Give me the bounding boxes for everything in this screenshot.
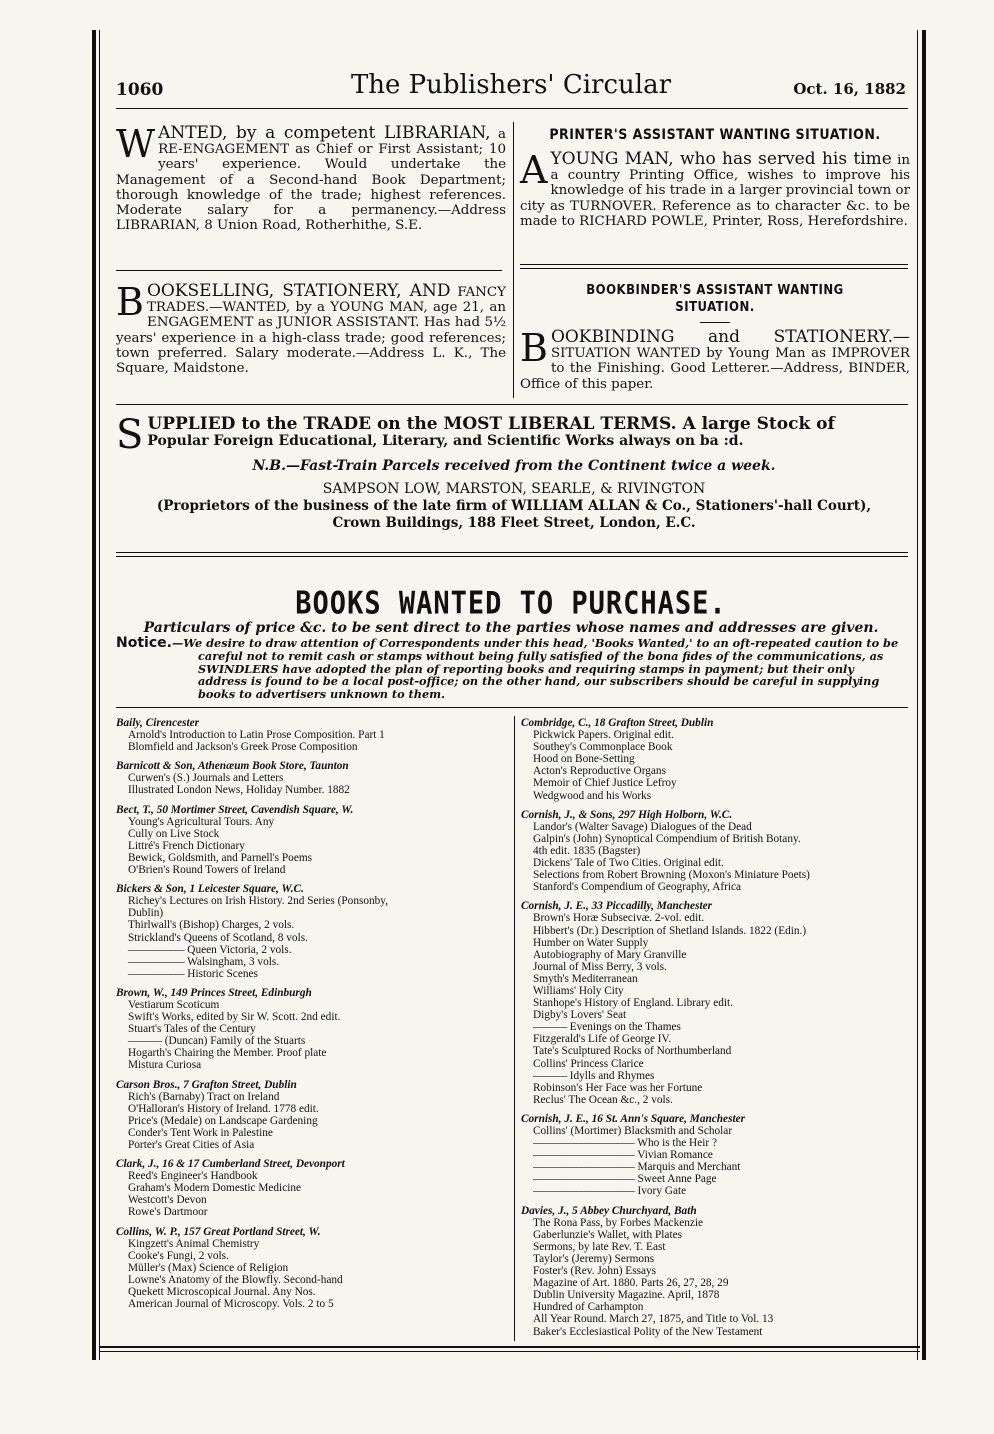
wanted-book: Smyth's Mediterranean bbox=[533, 972, 638, 985]
wanted-book: Brown's Horæ Subsecivæ. 2-vol. edit. bbox=[533, 912, 705, 925]
wanted-book: Price's (Medale) on Landscape Gardening bbox=[128, 1114, 318, 1127]
wanted-book: Müller's (Max) Science of Religion bbox=[128, 1261, 289, 1274]
wanted-book: Autobiography of Mary Granville bbox=[533, 948, 687, 961]
wanted-book: Magazine of Art. 1880. Parts 26, 27, 28, 29 bbox=[533, 1277, 729, 1290]
list-item bbox=[521, 900, 913, 1106]
wanted-book: Westcott's Devon bbox=[128, 1194, 207, 1207]
wanted-book: Hogarth's Chairing the Member. Proof plate bbox=[128, 1047, 327, 1060]
wanted-book: Mistura Curiosa bbox=[128, 1059, 202, 1072]
page-number: 1060 bbox=[116, 80, 164, 100]
wanted-book: ——— (Duncan) Family of the Stuarts bbox=[128, 1035, 306, 1048]
ad-text: SITUATION WANTED by Young Man as IMPROVER to the Finishing. Good Letterer.—Address, BINDER, Office of this paper. bbox=[520, 346, 910, 392]
wanted-book: Young's Agricultural Tours. Any bbox=[128, 815, 275, 828]
list-item bbox=[116, 717, 510, 753]
drop-cap: A bbox=[520, 148, 548, 192]
bookbinder-heading-line2: SITUATION. bbox=[675, 300, 755, 315]
list-item bbox=[116, 1226, 510, 1311]
ad-lead: YOUNG MAN, who has served his time bbox=[550, 149, 892, 169]
listing-column-right bbox=[521, 717, 913, 1345]
wanted-book: ————————— Sweet Anne Page bbox=[533, 1173, 717, 1186]
bookseller-heading: Cornish, J. E., 16 St. Ann's Square, Manchester bbox=[521, 1112, 746, 1125]
drop-cap: S bbox=[116, 412, 144, 458]
section-rule bbox=[116, 404, 908, 405]
wanted-book: ————— Walsingham, 3 vols. bbox=[128, 955, 280, 968]
wanted-book: Reclus' The Ocean &c., 2 vols. bbox=[533, 1093, 673, 1106]
bookseller-heading: Brown, W., 149 Princes Street, Edinburgh bbox=[116, 986, 312, 999]
wanted-book: Illustrated London News, Holiday Number. 1882 bbox=[128, 784, 350, 797]
wanted-book: Southey's Commonplace Book bbox=[533, 741, 673, 754]
list-item bbox=[521, 1113, 913, 1198]
wanted-book: ————— Queen Victoria, 2 vols. bbox=[128, 943, 292, 956]
wanted-book: Strickland's Queens of Scotland, 8 vols. bbox=[128, 931, 308, 944]
wanted-book: Stanford's Compendium of Geography, Africa bbox=[533, 881, 742, 894]
wanted-book: Curwen's (S.) Journals and Letters bbox=[128, 772, 284, 785]
wanted-book: Acton's Reproductive Organs bbox=[533, 765, 666, 778]
ad-librarian bbox=[116, 122, 506, 234]
short-rule bbox=[700, 322, 730, 323]
listing-column-divider bbox=[514, 716, 515, 1341]
bookseller-heading: Combridge, C., 18 Grafton Street, Dublin bbox=[521, 717, 714, 729]
wanted-book: Hood on Bone-Setting bbox=[533, 753, 635, 766]
list-item bbox=[116, 883, 510, 980]
list-item bbox=[116, 760, 510, 796]
wanted-book: Kingzett's Animal Chemistry bbox=[128, 1237, 260, 1250]
bookseller-heading: Davies, J., 5 Abbey Churchyard, Bath bbox=[521, 1204, 697, 1217]
books-wanted-notice bbox=[116, 637, 906, 701]
wanted-book: Pickwick Papers. Original edit. bbox=[533, 729, 674, 742]
section-rule-bottom bbox=[116, 556, 908, 557]
wanted-book: Robinson's Her Face was her Fortune bbox=[533, 1081, 703, 1094]
supplied-line1: UPPLIED to the TRADE on the MOST LIBERAL TERMS. A large Stock of bbox=[147, 414, 835, 434]
ad-lead: OOKBINDING and STATIONERY.— bbox=[550, 327, 910, 347]
ads-column-divider bbox=[513, 122, 514, 398]
bookseller-heading: Cornish, J., & Sons, 297 High Holborn, W.C. bbox=[521, 808, 733, 821]
wanted-book: Digby's Lovers' Seat bbox=[533, 1009, 627, 1022]
wanted-book: O'Halloran's History of Ireland. 1778 edit. bbox=[128, 1102, 319, 1115]
listing-column-left bbox=[116, 717, 510, 1317]
books-wanted-title: BOOKS WANTED TO PURCHASE. bbox=[295, 585, 727, 622]
wanted-book: Cooke's Fungi, 2 vols. bbox=[128, 1249, 229, 1262]
wanted-book: ————————— Ivory Gate bbox=[533, 1185, 687, 1198]
wanted-book: Reed's Engineer's Handbook bbox=[128, 1170, 258, 1183]
wanted-book: O'Brien's Round Towers of Ireland bbox=[128, 864, 286, 877]
bookseller-heading: Clark, J., 16 & 17 Cumberland Street, Devonport bbox=[116, 1158, 345, 1171]
ad-lead: OOKSELLING, STATIONERY, AND bbox=[146, 281, 451, 301]
bookbinder-heading bbox=[520, 282, 910, 316]
list-item bbox=[521, 717, 913, 802]
ad-bookselling bbox=[116, 280, 506, 377]
notice-label: Notice. bbox=[116, 635, 172, 651]
supplied-line2: Popular Foreign Educational, Literary, and Scientific Works always on ba :d. bbox=[147, 433, 744, 449]
supplied-proprietors: (Proprietors of the business of the late firm of WILLIAM ALLAN & Co., Stationers'-hall Court), bbox=[156, 498, 872, 514]
page-border-left-inner bbox=[99, 30, 100, 1360]
wanted-book: Dickens' Tale of Two Cities. Original edit. bbox=[533, 857, 724, 870]
wanted-book: ————— Historic Scenes bbox=[128, 967, 258, 980]
wanted-book: Dublin) bbox=[128, 907, 164, 920]
wanted-book: Foster's (Rev. John) Essays bbox=[533, 1265, 657, 1278]
bookseller-heading: Carson Bros., 7 Grafton Street, Dublin bbox=[116, 1078, 297, 1091]
wanted-book: Thirlwall's (Bishop) Charges, 2 vols. bbox=[128, 919, 295, 932]
wanted-book: Memoir of Chief Justice Lefroy bbox=[533, 777, 677, 790]
drop-cap: B bbox=[116, 280, 144, 324]
wanted-book: The Rona Pass, by Forbes Mackenzie bbox=[533, 1216, 704, 1229]
supplied-firm: SAMPSON LOW, MARSTON, SEARLE, & RIVINGTON bbox=[322, 481, 706, 497]
drop-cap: W bbox=[116, 122, 156, 166]
wanted-book: Rowe's Dartmoor bbox=[128, 1206, 208, 1219]
notice-text: —We desire to draw attention of Correspondents under this head, 'Books Wanted,' to an oft-repeated caution to be careful not to remit cash or stamps without being fully satisfied of the bona fides of the communications, as SWINDLERS have adopted the plan of reporting books and requiring stamps in payment; but their only address is found to be a local post-office; on the other hand, our subscribers should be careful in supplying books to advertisers unknown to them. bbox=[171, 636, 899, 702]
journal-title: The Publishers' Circular bbox=[350, 70, 672, 100]
ad-rule bbox=[116, 270, 502, 271]
supplied-notice bbox=[116, 412, 912, 532]
wanted-book: Humber on Water Supply bbox=[533, 936, 649, 949]
wanted-book: Galpin's (John) Synoptical Compendium of British Botany. bbox=[533, 832, 801, 845]
listing-rule bbox=[116, 707, 908, 708]
ad-lead: ANTED, by a competent LIBRARIAN, bbox=[158, 123, 491, 143]
wanted-book: 4th edit. 1835 (Bagster) bbox=[533, 844, 641, 857]
wanted-book: Arnold's Introduction to Latin Prose Composition. Part 1 bbox=[128, 729, 385, 742]
wanted-book: Vestiarum Scoticum bbox=[128, 998, 220, 1011]
wanted-book: Swift's Works, edited by Sir W. Scott. 2nd edit. bbox=[128, 1011, 341, 1024]
list-item bbox=[116, 987, 510, 1072]
wanted-book: Wedgwood and his Works bbox=[533, 789, 652, 802]
wanted-book: Hundred of Carhampton bbox=[533, 1301, 644, 1314]
wanted-book: American Journal of Microscopy. Vols. 2 to 5 bbox=[128, 1298, 334, 1311]
wanted-book: ——— Idylls and Rhymes bbox=[533, 1069, 655, 1082]
wanted-book: ————————— Vivian Romance bbox=[533, 1149, 713, 1162]
supplied-note: N.B.—Fast-Train Parcels received from the Continent twice a week. bbox=[252, 458, 776, 474]
wanted-book: Richey's Lectures on Irish History. 2nd Series (Ponsonby, bbox=[128, 895, 389, 908]
wanted-book: Graham's Modern Domestic Medicine bbox=[128, 1182, 302, 1195]
wanted-book: Stanhope's History of England. Library edit. bbox=[533, 997, 734, 1010]
page-border-right bbox=[922, 30, 926, 1360]
wanted-book: Blomfield and Jackson's Greek Prose Composition bbox=[128, 741, 358, 754]
bookbinder-heading-line1: BOOKBINDER'S ASSISTANT WANTING bbox=[586, 283, 844, 298]
list-item bbox=[521, 809, 913, 894]
issue-date: Oct. 16, 1882 bbox=[793, 80, 906, 98]
ad-text: a RE-ENGAGEMENT as Chief or First Assistant; 10 years' experience. Would undertake the Management of a Second-hand Book Department; thorough knowledge of the trade; highest references. Moderate salary for a permanency.—Address LIBRARIAN, 8 Union Road, Rotherhithe, S.E. bbox=[116, 127, 506, 234]
bookseller-heading: Bickers & Son, 1 Leicester Square, W.C. bbox=[116, 883, 304, 896]
bookseller-heading: Baily, Cirencester bbox=[116, 717, 200, 729]
list-item bbox=[116, 1158, 510, 1218]
wanted-book: Dublin University Magazine. April, 1878 bbox=[533, 1289, 720, 1302]
ad-rule bbox=[520, 264, 908, 265]
bookseller-heading: Barnicott & Son, Athenæum Book Store, Taunton bbox=[116, 760, 349, 773]
wanted-book: Fitzgerald's Life of George IV. bbox=[533, 1033, 672, 1046]
wanted-book: Tate's Sculptured Rocks of Northumberland bbox=[533, 1045, 732, 1058]
bookseller-heading: Bect, T., 50 Mortimer Street, Cavendish Square, W. bbox=[116, 803, 354, 816]
wanted-book: Collins' (Mortimer) Blacksmith and Scholar bbox=[533, 1125, 733, 1137]
wanted-book: Hibbert's (Dr.) Description of Shetland Islands. 1822 (Edin.) bbox=[533, 924, 807, 937]
supplied-address: Crown Buildings, 188 Fleet Street, London, E.C. bbox=[332, 515, 696, 531]
printer-heading: PRINTER'S ASSISTANT WANTING SITUATION. bbox=[549, 127, 881, 143]
header-rule bbox=[116, 108, 908, 109]
page-border-right-inner bbox=[917, 30, 918, 1360]
wanted-book: Bewick, Goldsmith, and Parnell's Poems bbox=[128, 851, 313, 864]
page-header bbox=[116, 72, 906, 102]
wanted-book: Stuart's Tales of the Century bbox=[128, 1023, 256, 1036]
ad-bookbinder bbox=[520, 326, 910, 392]
wanted-book: ————————— Marquis and Merchant bbox=[533, 1161, 741, 1174]
bookseller-heading: Cornish, J. E., 33 Piccadilly, Manchester bbox=[521, 900, 713, 913]
drop-cap: B bbox=[520, 326, 548, 370]
wanted-book: Sermons, by late Rev. T. East bbox=[533, 1240, 666, 1253]
ad-text: in a country Printing Office, wishes to improve his knowledge of his trade in a larger provincial town or city as TURNOVER. Reference as to character &c. to be made to RICHARD POWLE, Printer, Ross, Herefordshire. bbox=[520, 153, 910, 229]
bottom-rule bbox=[100, 1346, 920, 1348]
wanted-book: Conder's Tent Work in Palestine bbox=[128, 1126, 273, 1139]
wanted-book: Baker's Ecclesiastical Polity of the New Testament bbox=[533, 1325, 763, 1338]
section-rule-top bbox=[116, 552, 908, 553]
list-item bbox=[116, 1079, 510, 1152]
wanted-book: Selections from Robert Browning (Moxon's Miniature Poets) bbox=[533, 869, 810, 882]
wanted-book: Taylor's (Jeremy) Sermons bbox=[533, 1252, 655, 1265]
wanted-book: Lowne's Anatomy of the Blowfly. Second-hand bbox=[128, 1273, 343, 1286]
bookseller-heading: Collins, W. P., 157 Great Portland Street, W. bbox=[116, 1225, 321, 1238]
wanted-book: Landor's (Walter Savage) Dialogues of the Dead bbox=[533, 820, 752, 833]
ad-printer bbox=[520, 148, 910, 229]
wanted-book: Williams' Holy City bbox=[533, 984, 624, 997]
wanted-book: Journal of Miss Berry, 3 vols. bbox=[533, 960, 667, 973]
ad-rule-double bbox=[520, 268, 908, 269]
books-wanted-particulars: Particulars of price &c. to be sent direct to the parties whose names and addresses are given. bbox=[143, 620, 879, 636]
wanted-book: All Year Round. March 27, 1875, and Title to Vol. 13 bbox=[533, 1313, 774, 1326]
wanted-book: Porter's Great Cities of Asia bbox=[128, 1139, 255, 1151]
list-item bbox=[521, 1205, 913, 1338]
wanted-book: Gaberlunzie's Wallet, with Plates bbox=[533, 1228, 682, 1241]
page-border-left bbox=[92, 30, 96, 1360]
wanted-book: Cully on Live Stock bbox=[128, 827, 220, 840]
list-item bbox=[116, 804, 510, 877]
wanted-book: Quekett Microscopical Journal. Any Nos. bbox=[128, 1286, 316, 1299]
bottom-rule-inner bbox=[100, 1351, 920, 1352]
wanted-book: Littré's French Dictionary bbox=[128, 839, 245, 852]
wanted-book: Collins' Princess Clarice bbox=[533, 1057, 644, 1070]
ad-text: FANCY TRADES.—WANTED, by a YOUNG MAN, age 21, an ENGAGEMENT as JUNIOR ASSISTANT. Has had 5½ years' experience in a high-class trade; good references; town preferred. Salary moderate.—Address L. K., The Square, Maidstone. bbox=[116, 285, 506, 377]
wanted-book: Rich's (Barnaby) Tract on Ireland bbox=[128, 1090, 280, 1103]
wanted-book: ——— Evenings on the Thames bbox=[533, 1021, 681, 1034]
wanted-book: ————————— Who is the Heir ? bbox=[533, 1137, 717, 1150]
